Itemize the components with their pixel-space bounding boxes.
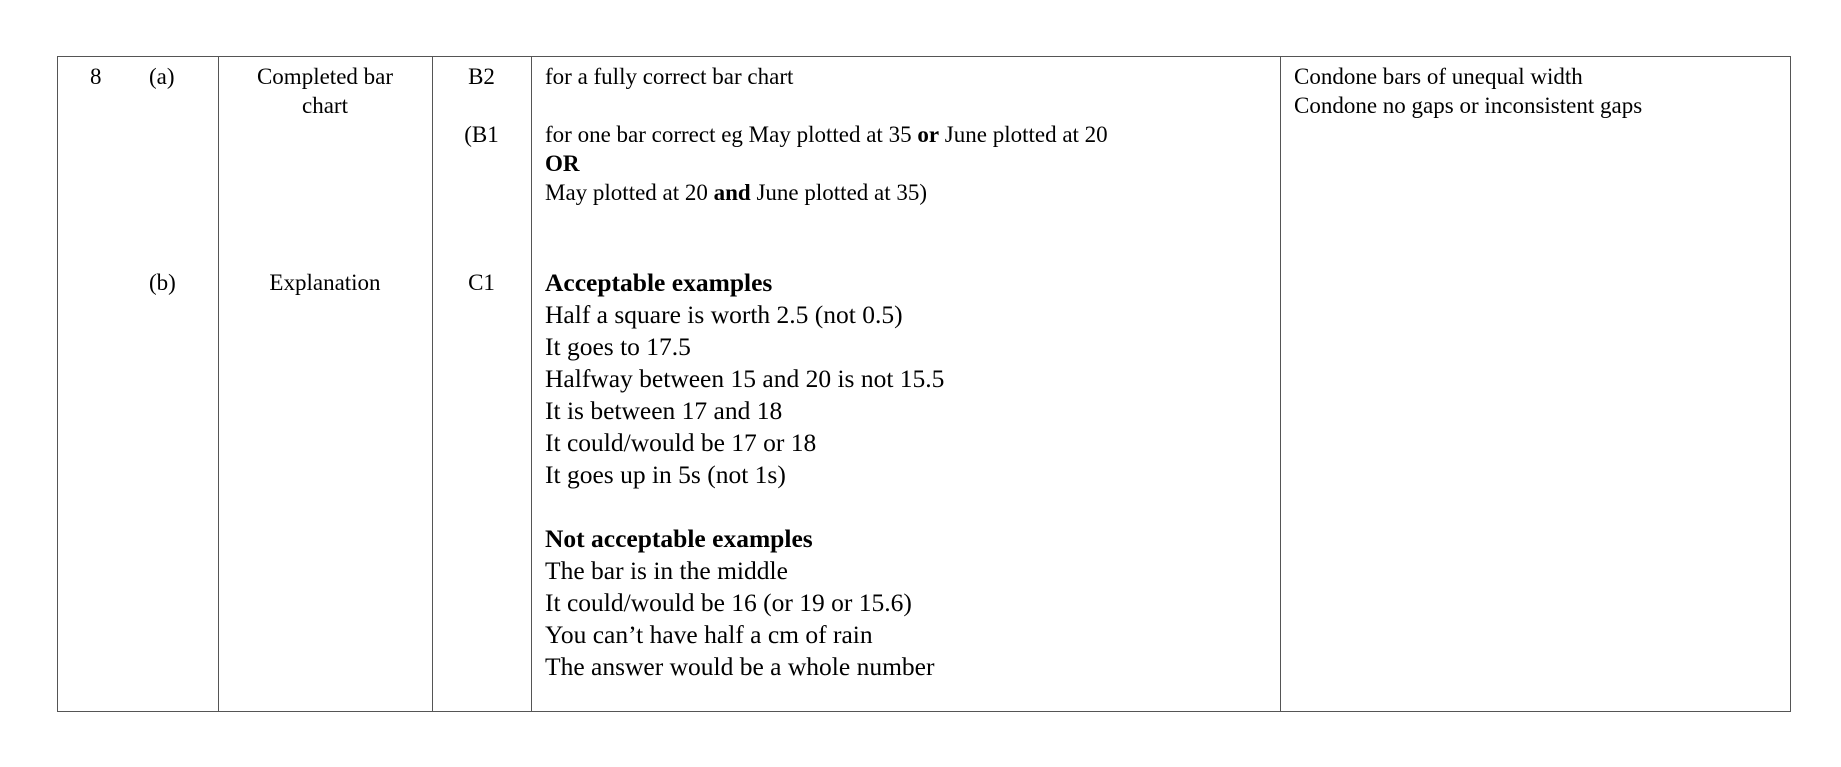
part-a-answer-line2: chart [302,93,348,118]
acceptable-example: It could/would be 17 or 18 [545,428,817,457]
not-acceptable-example: You can’t have half a cm of rain [545,620,873,649]
acceptable-example: It is between 17 and 18 [545,396,783,425]
acceptable-example: It goes to 17.5 [545,332,691,361]
column-divider [432,57,433,711]
mark-scheme-table [57,56,1791,712]
not-acceptable-example: The answer would be a whole number [545,652,935,681]
part-b-mark: C1 [468,270,495,295]
acceptable-heading: Acceptable examples [545,268,773,297]
acceptable-example: Half a square is worth 2.5 (not 0.5) [545,300,903,329]
guidance-line2: Condone no gaps or inconsistent gaps [1294,93,1643,118]
column-divider [531,57,532,711]
not-acceptable-example: The bar is in the middle [545,556,788,585]
part-b-label: (b) [149,270,176,295]
column-divider [218,57,219,711]
part-b-answer: Explanation [269,270,381,295]
part-a-answer-line1: Completed bar [256,64,394,89]
guidance-line1: Condone bars of unequal width [1294,64,1583,89]
part-a-label: (a) [149,64,175,89]
part-a-scheme-alt: May plotted at 20 and June plotted at 35) [545,180,928,205]
question-number: 8 [90,64,102,89]
acceptable-example: It goes up in 5s (not 1s) [545,460,786,489]
part-a-mark-alt: (B1 [464,122,499,147]
part-a-scheme-line1: for a fully correct bar chart [545,64,794,89]
column-divider [1280,57,1281,711]
part-a-mark: B2 [468,64,495,89]
not-acceptable-example: It could/would be 16 (or 19 or 15.6) [545,588,912,617]
part-a-scheme-b1: for one bar correct eg May plotted at 35 or June plotted at 20 [545,122,1108,147]
acceptable-example: Halfway between 15 and 20 is not 15.5 [545,364,945,393]
part-a-scheme-or: OR [545,151,580,176]
not-acceptable-heading: Not acceptable examples [545,524,813,553]
